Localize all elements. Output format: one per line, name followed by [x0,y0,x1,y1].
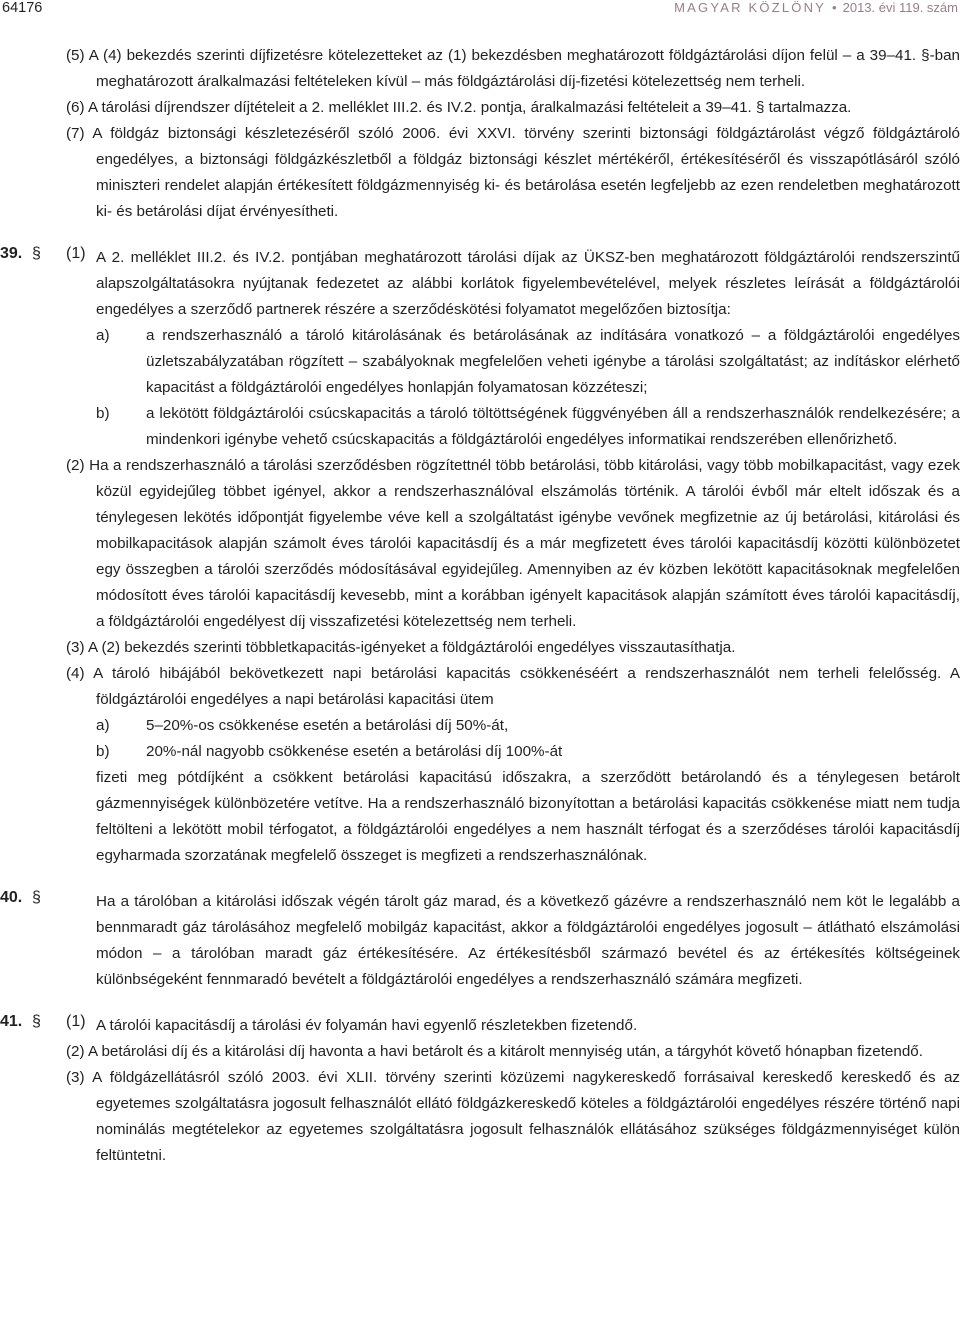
s39-p4-point-b [0,739,960,765]
point-label: a) [96,717,110,734]
paragraph-label: (1) [66,1013,86,1030]
point-text: a lekötött földgáztárolói csúcskapacitás a tároló töltöttségének függvényében áll a rendszerhasználók rendelkezésére; a mindenkori igénybe vehető csúcskapacitás a földgáztárolói engedélyes informatikai rendszerében ellenőrizhető. [146,405,960,448]
paragraph-label: (1) [66,245,86,262]
point-label: b) [96,405,110,422]
s41-paragraph-3: (3) A földgázellátásról szóló 2003. évi XLII. törvény szerinti közüzemi nagykereskedő forrásaival kereskedő kereskedő és az egyetemes szolgáltatásra jogosult felhasználót ellátó földgázkereskedő köteles a földgáztárolói engedélyes részére történő napi nominálás megtételekor az egyetemes szolgáltatásra jogosult felhasználók ellátásához szükséges földgázmennyiséget külön feltüntetni. [66,1069,960,1164]
point-text: 5–20%-os csökkenése esetén a betárolási díj 50%-át, [146,717,509,734]
point-label: b) [96,743,110,760]
s38-paragraph-5: (5) A (4) bekezdés szerinti díjfizetésre kötelezetteket az (1) bekezdésben meghatározott földgáztárolási díjon felül – a 39–41. §-ban meghatározott áralkalmazási feltételeken kívül – más földgáztárolási díj-fizetési kötelezettség nem terheli. [66,47,960,90]
s39-paragraph-1: A 2. melléklet III.2. és IV.2. pontjában meghatározott tárolási díjak az ÜKSZ-ben meghatározott földgáztárolói rendszerszintű alapszolgáltatásokra nyújtanak fedezetet az alábbi korlátok figyelembevételével, melyek részletes leírását a földgáztárolói engedélyes a szerződő partnerek részére a szerződéskötési folyamatot megelőzően biztosítja: [96,249,960,318]
issue-number: 2013. évi 119. szám [842,0,958,15]
section-40 [0,889,960,993]
page-header [0,0,960,20]
section-39 [0,245,960,323]
s39-paragraph-2: (2) Ha a rendszerhasználó a tárolási szerződésben rögzítettnél több betárolási, több kitárolási, vagy több mobilkapacitást, vagy ezek közül egyidejűleg többet igényel, akkor a rendszerhasználóval elszámolás történik. A tárolói évből már eltelt időszak és a ténylegesen lekötés időpontját figyelembe véve kell a szolgáltatást igénybe vevőnek megfizetnie az új betárolási, kitárolási és mobilkapacitások alapján számolt éves tárolói kapacitásdíj és a már megfizetett éves tárolói kapacitásdíj közötti különbözetet egy összegben a tárolói szerződés módosításával egyidejűleg. Amennyiben az év közben lekötött kapacitásoknak megfelelően módosított éves tárolói kapacitásdíj kevesebb, mint a korábban igényelt kapacitások alapján számított éves tárolói kapacitásdíj, a földgáztárolói engedélyest díj visszafizetési kötelezettség nem terheli. [66,457,960,630]
s38-paragraph-7: (7) A földgáz biztonsági készletezéséről szóló 2006. évi XXVI. törvény szerinti biztonsági földgáztárolást végző földgáztároló engedélyes, a biztonsági földgázkészletből a földgáz biztonsági készlet mértékéről, értékesítéséről és visszapótlásáról szóló miniszteri rendelet alapján értékesített földgázmennyiség ki- és betárolása esetén legfeljebb az ezen rendeletben meghatározott ki- és betárolási díjat érvényesítheti. [66,125,960,220]
s39-point-a [0,323,960,401]
section-number: 40. [0,889,23,906]
section-number: 41. [0,1013,23,1030]
point-text: 20%-nál nagyobb csökkenése esetén a betárolási díj 100%-át [146,743,563,760]
s41-paragraph-2: (2) A betárolási díj és a kitárolási díj havonta a havi betárolt és a kitárolt mennyiség után, a tárgyhót követő hónapban fizetendő. [66,1043,923,1060]
document-body [0,43,960,1169]
issue-line [674,0,958,15]
section-mark: § [32,1013,41,1030]
s39-paragraph-3: (3) A (2) bekezdés szerinti többletkapacitás-igényeket a földgáztárolói engedélyes visszautasíthatja. [66,639,736,656]
section-mark: § [32,245,41,262]
magazine-title: MAGYAR KÖZLÖNY [674,0,827,15]
s39-point-b [0,401,960,453]
point-label: a) [96,327,110,344]
s40-text: Ha a tárolóban a kitárolási időszak végén tárolt gáz marad, és a következő gázévre a rendszerhasználó nem köt le legalább a bennmaradt gáz tárolásához megfelelő mobilgáz kapacitást, akkor a földgáztárolói engedélyes jogosult – átlátható elszámolási módon – a tárolóban maradt gáz értékesítésére. Az értékesítésből származó bevétel és az értékesítés költségeinek különbségeként fennmaradó bevételt a földgáztárolói engedélyes a rendszerhasználó számára megfizeti. [96,893,960,988]
s39-paragraph-4: (4) A tároló hibájából bekövetkezett napi betárolási kapacitás csökkenéséért a rendszerhasználót nem terheli felelősség. A földgáztárolói engedélyes a napi betárolási kapacitási ütem [66,665,960,708]
section-41 [0,1013,960,1039]
s39-p4-point-a [0,713,960,739]
header-separator: • [832,0,837,15]
section-mark: § [32,889,41,906]
s41-paragraph-1: A tárolói kapacitásdíj a tárolási év folyamán havi egyenlő részletekben fizetendő. [96,1017,638,1034]
point-text: a rendszerhasználó a tároló kitárolásának és betárolásának az indítására vonatkozó – a földgáztárolói engedélyes üzletszabályzatában rögzített – szabályoknak megfelelően veheti igénybe a tárolási szolgáltatást; az indításkor elérhető kapacitást a földgáztárolói engedélyes honlapján folyamatosan közzéteszi; [146,327,960,396]
page-number: 64176 [2,0,43,16]
s39-p4-continuation: fizeti meg pótdíjként a csökkent betárolási kapacitású időszakra, a szerződött betárolandó és a ténylegesen betárolt gázmennyiségek különbözetére vetítve. Ha a rendszerhasználó bizonyítottan a betárolási kapacitás csökkenése miatt nem tudja feltölteni a lekötött mobil térfogatot, a földgáztárolói engedélyes a nem használt térfogat és a szerződéses tárolói kapacitásdíj egyharmada szorzatának megfelelő összeget is megfizeti a rendszerhasználónak. [96,769,960,864]
section-number: 39. [0,245,23,262]
s38-paragraph-6: (6) A tárolási díjrendszer díjtételeit a 2. melléklet III.2. és IV.2. pontja, áralkalmazási feltételeit a 39–41. § tartalmazza. [66,99,852,116]
